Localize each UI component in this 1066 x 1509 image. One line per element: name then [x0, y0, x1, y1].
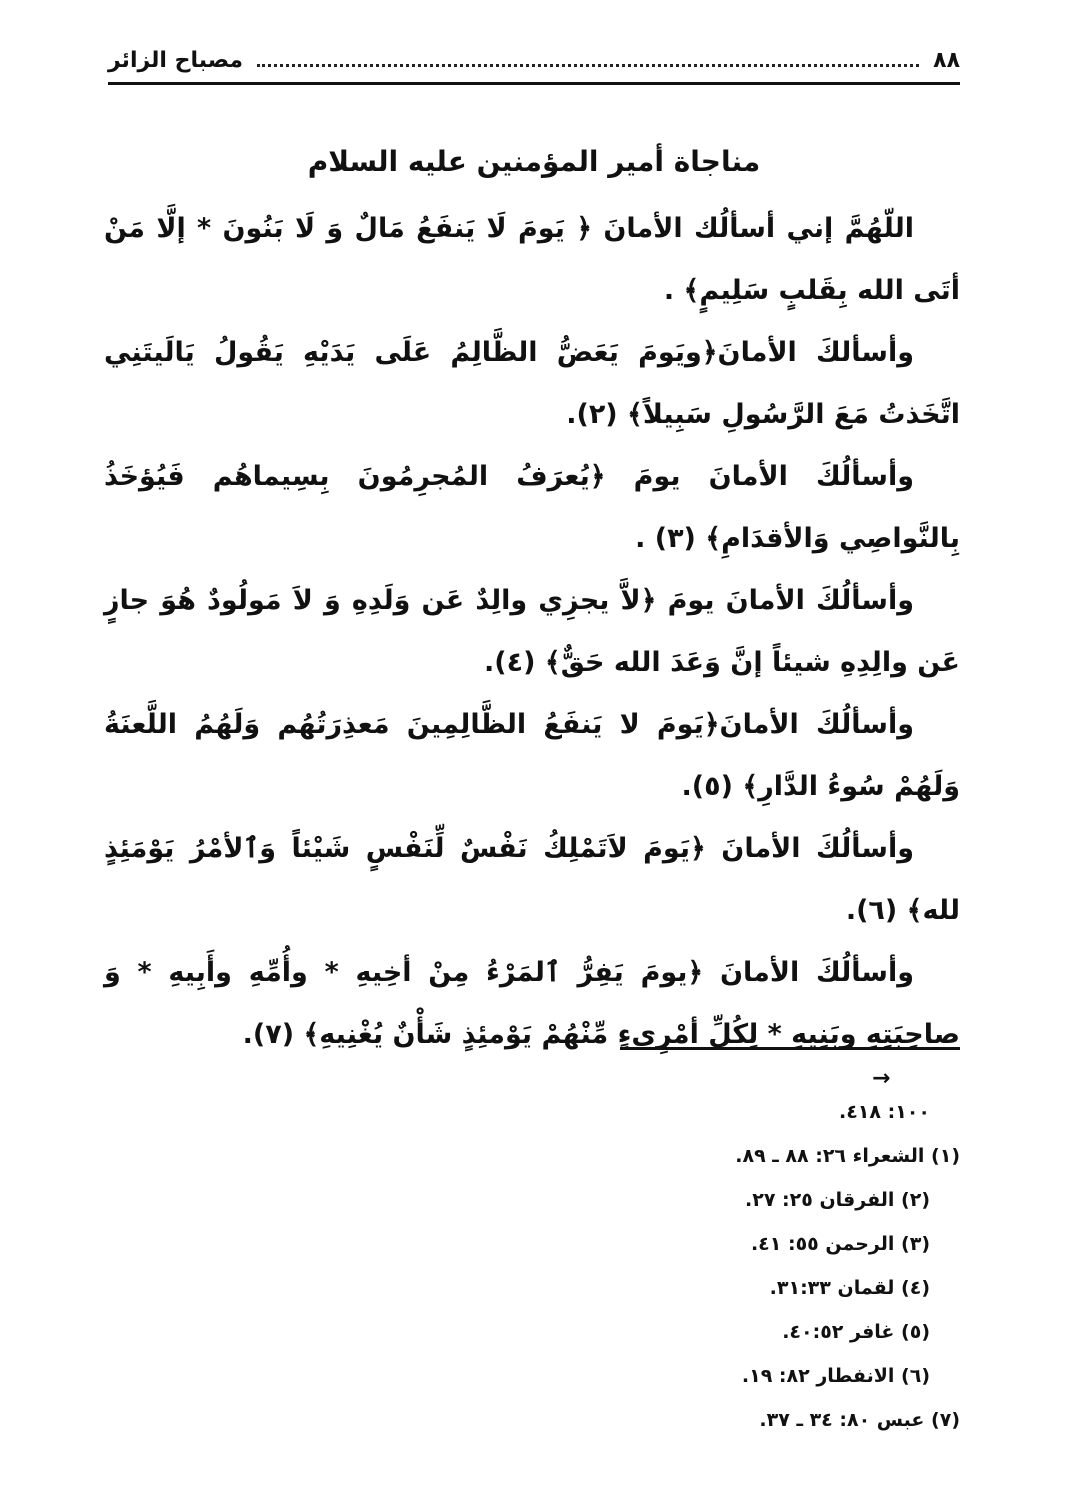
paragraph: وأسألُكَ الأمانَ ﴿يَومَ لاَتَمْلِكُ نَفْسٌ لِّنَفْسٍ شَيْئاً وَٱلأمْرُ يَوْمَئِذٍ لله﴾ (٦).: [104, 833, 960, 926]
footnotes: [560, 1068, 960, 1442]
footnote: (٦) الانفطار ٨٢: ١٩.: [741, 1365, 930, 1387]
paragraph: وأسألُكَ الأمانَ يومَ ﴿لاَّ يجزِي والِدٌ عَن وَلَدِهِ وَ لاَ مَولُودٌ هُوَ جازٍ عَن والِدِهِ شيئاً إنَّ وَعَدَ الله حَقٌّ﴾ (٤).: [104, 585, 960, 678]
footnote: (١) الشعراء ٢٦: ٨٨ ـ ٨٩.: [735, 1145, 960, 1167]
paragraph: وأسألُكَ الأمانَ يومَ ﴿يُعرَفُ المُجرِمُونَ بِسِيماهُم فَيُؤخَذُ بِالنَّواصِي وَالأقدَامِ﴾ (٣) .: [104, 461, 960, 554]
paragraph: وأسألُكَ الأمانَ﴿يَومَ لا يَنفَعُ الظَّالِمِينَ مَعذِرَتُهُم وَلَهُمُ اللَّعنَةُ وَلَهُمْ سُوءُ الدَّارِ﴾ (٥).: [104, 709, 960, 802]
page-number: ٨٨: [933, 47, 960, 73]
book-title: مصباح الزائر: [108, 47, 244, 73]
footnote: (٣) الرحمن ٥٥: ٤١.: [750, 1233, 930, 1255]
paragraph: وأسألُكَ الأمانَ ﴿يومَ يَفِرُّ ٱلمَرْءُ مِنْ أخِيهِ * وأُمِّهِ وأَبِيهِ * وَ صاحِبَتِهِ وبَنِيهِ * لِكُلِّ أمْرِىءٍ مِّنْهُمْ يَوْمئِذٍ شَأْنٌ يُغْنِيهِ﴾ (٧).: [104, 957, 960, 1050]
footnote: (٤) لقمان ٣١:٣٣.: [769, 1277, 930, 1299]
footnote: (٥) غافر ٤٠:٥٢.: [782, 1321, 930, 1343]
section-title: مناجاة أمير المؤمنين عليه السلام: [307, 145, 761, 178]
leader-dots: [257, 64, 919, 67]
footnote-separator: [620, 1047, 960, 1050]
continuation-arrow-icon: →: [872, 1066, 891, 1091]
paragraph: اللّهُمَّ إني أسألُك الأمانَ ﴿ يَومَ لَا يَنفَعُ مَالٌ وَ لَا بَنُونَ * إلَّا مَنْ أتَى الله بِقَلبٍ سَلِيمٍ﴾ .: [104, 213, 960, 306]
paragraph: وأسألكَ الأمانَ﴿ويَومَ يَعَضُّ الظَّالِمُ عَلَى يَدَيْهِ يَقُولُ يَالَيتَنِي اتَّخَذتُ مَعَ الرَّسُولِ سَبِيلاً﴾ (٢).: [104, 337, 960, 430]
running-head: [108, 38, 960, 85]
supplication-text: [104, 198, 960, 1066]
footnote: (٧) عبس ٨٠: ٣٤ ـ ٣٧.: [759, 1409, 960, 1431]
footnote: (٢) الفرقان ٢٥: ٢٧.: [745, 1189, 930, 1211]
footnote-continuation: ١٠٠: ٤١٨.: [838, 1101, 930, 1123]
